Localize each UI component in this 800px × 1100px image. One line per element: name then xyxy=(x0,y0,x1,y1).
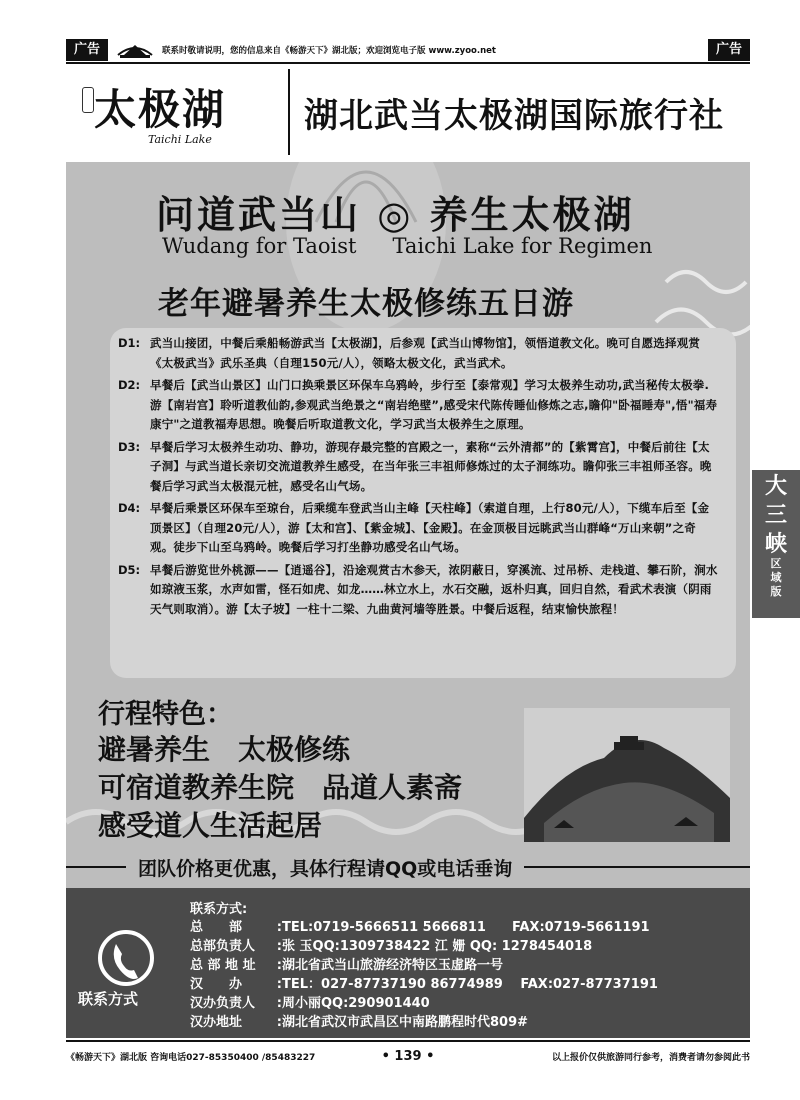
company-name: 湖北武当太极湖国际旅行社 xyxy=(304,95,724,136)
day-text: 早餐后【武当山景区】山门口换乘景区环保车乌鸦岭，步行至【泰常观】学习太极养生动功,武当秘传太极拳. 游【南岩宫】聆听道教仙韵,参观武当绝景之“南岩绝壁”,感受宋代陈传睡仙修炼之志,瞻仰"卧福睡寿",悟"福寿康宁"之道教福寿思想。晚餐后听取道教文化，学习武当太极养生之原理。 xyxy=(150,378,718,431)
slogan-en-left: Wudang for Taoist xyxy=(162,234,357,258)
cta-divider xyxy=(66,866,126,868)
contact-key: 汉 办 xyxy=(190,977,243,992)
side-tab-small: 版 xyxy=(770,585,782,598)
region-side-tab xyxy=(752,470,800,618)
slogan-cn: 问道武当山 ◎ 养生太极湖 xyxy=(156,192,635,237)
cta-divider xyxy=(524,866,750,868)
brand-name-en: Taichi Lake xyxy=(148,133,212,146)
contact-row: 汉办负责人 : 周小丽QQ:290901440 xyxy=(190,994,746,1013)
contact-key: 汉办负责人 xyxy=(190,996,256,1011)
brand-logo xyxy=(66,67,288,157)
contact-title: 联系方式: xyxy=(190,902,248,917)
ad-header xyxy=(66,62,750,160)
header-note: 联系时敬请说明，您的信息来自《畅游天下》湖北版；欢迎浏览电子版 www.zyoo.net xyxy=(162,46,496,56)
day-text: 早餐后乘景区环保车至琼台，后乘缆车登武当山主峰【天柱峰】（索道自理，上行80元/人），下缆车后至【金顶景区】（自理20元/人），游【太和宫】、【紫金城】、【金殿】。在金顶极目远眺武当山群峰“万山来朝”之奇观。徒步下山至乌鸦岭。晚餐后学习打坐静功感受名山气场。 xyxy=(150,501,710,554)
slogan-en xyxy=(162,234,652,258)
contact-value: 张 玉QQ:1309738422 江 姗 QQ: 1278454018 xyxy=(282,939,593,954)
contact-list xyxy=(190,918,746,1032)
slogan-en-right: Taichi Lake for Regimen xyxy=(392,234,653,258)
magazine-logo-icon xyxy=(114,39,156,61)
features-title: 行程特色： xyxy=(98,699,233,730)
side-tab-char: 大 xyxy=(764,473,787,499)
itinerary-day xyxy=(118,334,718,373)
feature-item: 太极修练 xyxy=(238,733,351,766)
day-label: D4: xyxy=(118,501,141,515)
contact-row: 汉办地址 : 湖北省武汉市武昌区中南路鹏程时代809# xyxy=(190,1013,746,1032)
itinerary-list xyxy=(118,334,718,622)
contact-row: 总 部 地 址 : 湖北省武当山旅游经济特区玉虚路一号 xyxy=(190,956,746,975)
feature-item: 避暑养生 xyxy=(98,733,211,766)
page-footer xyxy=(66,1040,750,1070)
ad-label-left: 广告 xyxy=(66,39,108,61)
contact-row: 总 部 : TEL:0719-5666511 5666811 FAX:0719-5661191 xyxy=(190,918,746,937)
main-panel xyxy=(66,162,750,888)
footer-right: 以上报价仅供旅游同行参考，消费者请勿参阅此书 xyxy=(551,1052,750,1063)
contact-value: 周小丽QQ:290901440 xyxy=(282,996,430,1011)
feature-item: 品道人素斋 xyxy=(322,771,463,804)
day-text: 早餐后学习太极养生动功、静功，游现存最完整的宫殿之一，素称“云外清都”的【紫霄宫】，中餐后前往【太子洞】与武当道长亲切交流道教养生感受，在当年张三丰祖师修炼过的太子洞练功。瞻仰张三丰祖师圣容。晚餐后学习武当太极混元桩，感受名山气场。 xyxy=(150,439,712,493)
day-label: D2: xyxy=(118,378,141,392)
day-label: D1: xyxy=(118,336,141,350)
itinerary-day xyxy=(118,561,718,620)
side-tab-char: 峡 xyxy=(764,531,787,557)
contact-icon-label: 联系方式 xyxy=(78,990,139,1008)
mountain-photo xyxy=(524,708,730,842)
cta-row xyxy=(66,852,750,882)
contact-value: 湖北省武汉市武昌区中南路鹏程时代809# xyxy=(282,1015,529,1030)
cta-text: 团队价格更优惠，具体行程请QQ或电话垂询 xyxy=(138,857,513,880)
contact-value: TEL:0719-5666511 5666811 FAX:0719-5661191 xyxy=(282,920,650,935)
feature-line xyxy=(98,804,322,844)
day-text: 早餐后游览世外桃源——【逍遥谷】，沿途观赏古木参天，浓阴蔽日，穿溪流、过吊桥、走栈道、攀石阶，涧水如琼液玉浆，水声如雷，怪石如虎、如龙……林立水上，水石交融，返朴归真，回归自然，看武术表演（阴雨天气则取消）。游【太子坡】一柱十二梁、九曲黄河墙等胜景。中餐后返程，结束愉快旅程！ xyxy=(150,562,718,616)
contact-row: 总部负责人 : 张 玉QQ:1309738422 江 姗 QQ: 1278454018 xyxy=(190,937,746,956)
contact-key: 汉办地址 xyxy=(190,1015,243,1030)
itinerary-day xyxy=(118,376,718,435)
day-label: D3: xyxy=(118,439,141,454)
contact-key: 总 部 xyxy=(190,920,243,935)
seal-icon xyxy=(82,87,94,113)
side-tab-char: 三 xyxy=(764,502,787,528)
contact-value: TEL：027-87737190 86774989 FAX:027-87737191 xyxy=(282,977,658,992)
contact-row: 汉 办 : TEL：027-87737190 86774989 FAX:027-87737191 xyxy=(190,975,746,994)
feature-line xyxy=(98,766,462,806)
contact-key: 总 部 地 址 xyxy=(190,958,256,973)
contact-value: 湖北省武当山旅游经济特区玉虚路一号 xyxy=(282,958,504,973)
day-text: 武当山接团，中餐后乘船畅游武当【太极湖】，后参观【武当山博物馆】，领悟道教文化。晚可自愿选择观赏《太极武当》武乐圣典（自理150元/人），领略太极文化，武当武术。 xyxy=(150,336,701,370)
contact-block xyxy=(66,888,750,1038)
side-tab-small: 域 xyxy=(770,571,782,584)
brand-name-cn: 太极湖 xyxy=(94,85,227,134)
contact-key: 总部负责人 xyxy=(190,939,256,954)
feature-item: 可宿道教养生院 xyxy=(98,771,295,804)
footer-left: 《畅游天下》湖北版 咨询电话027-85350400 /85483227 xyxy=(66,1052,316,1063)
side-tab-small: 区 xyxy=(770,557,782,570)
day-label: D5: xyxy=(118,562,141,577)
itinerary-day xyxy=(118,499,718,558)
header-divider xyxy=(288,69,290,155)
tour-title: 老年避暑养生太极修练五日游 xyxy=(158,286,574,322)
feature-item: 感受道人生活起居 xyxy=(98,809,323,842)
itinerary-day xyxy=(118,438,718,497)
top-bar xyxy=(66,38,750,62)
ad-label-right: 广告 xyxy=(708,39,750,61)
page-number: • 139 • xyxy=(381,1048,435,1064)
feature-line xyxy=(98,728,350,768)
